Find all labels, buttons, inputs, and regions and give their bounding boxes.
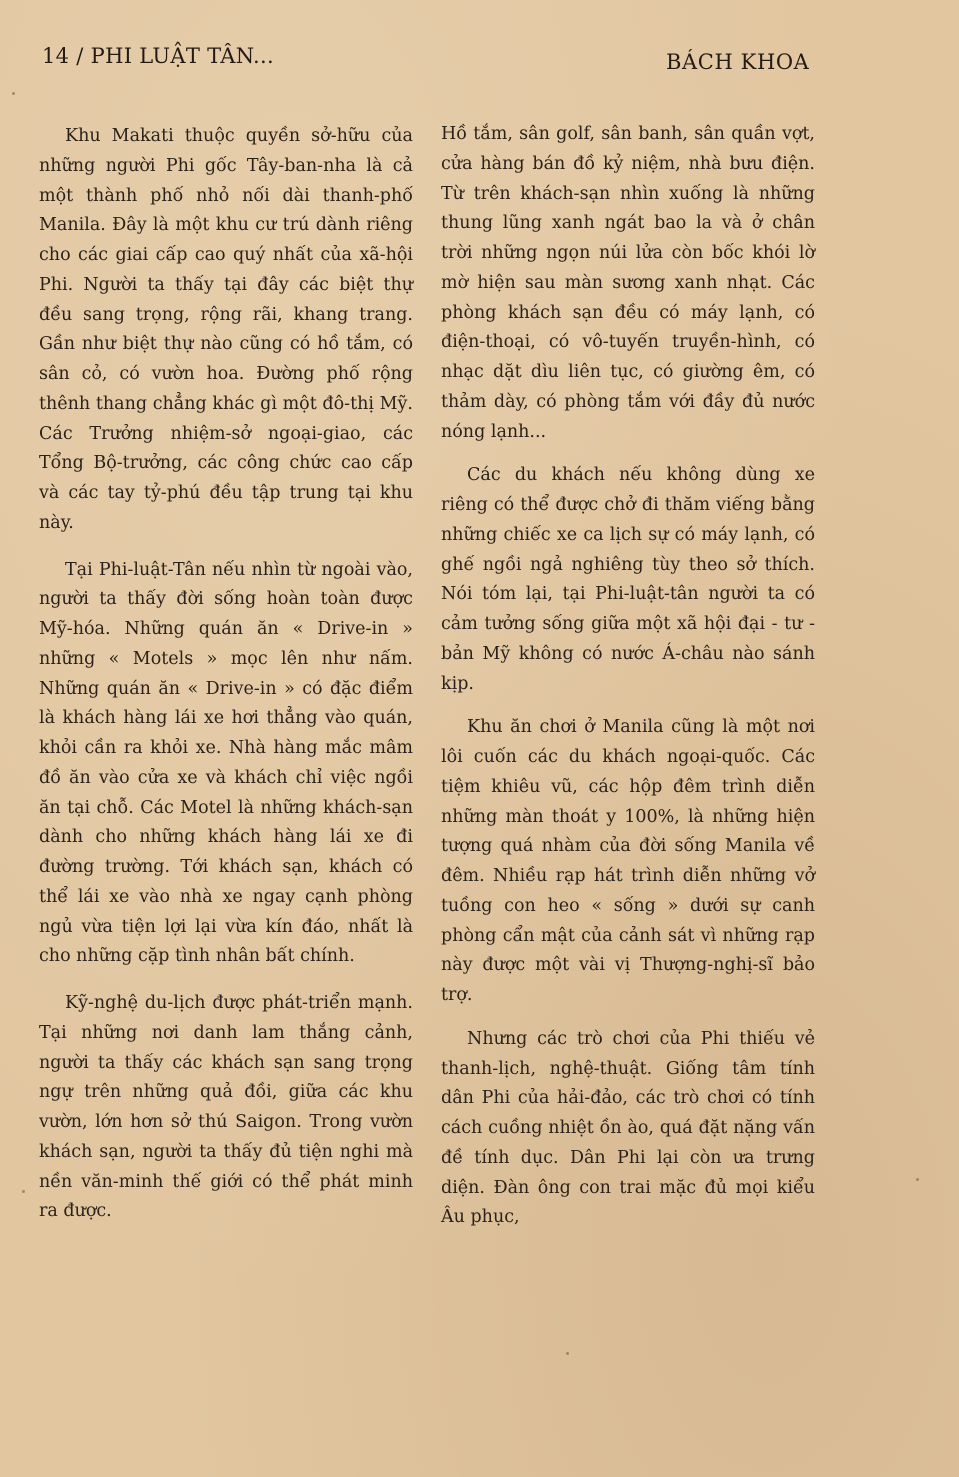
page-header-left: 14 / PHI LUẬT TÂN...	[42, 44, 274, 68]
paragraph: Khu ăn chơi ở Manila cũng là một nơi lôi cuốn các du khách ngoại-quốc. Các tiệm khiêu vũ, các hộp đêm trình diễn những màn thoát y 100%, là những hiện tượng quá nhàm của đời sống Manila về đêm. Nhiều rạp hát trình diễn những vở tuồng con heo « sống » dưới sự canh phòng cẩn mật của cảnh sát vì những rạp này được một vài vị Thượng-nghị-sĩ bảo trợ.	[441, 717, 815, 1005]
paper-speck	[22, 1190, 25, 1193]
paragraph: Khu Makati thuộc quyền sở-hữu của những người Phi gốc Tây-ban-nha là cả một thành phố nhỏ nối dài thanh-phố Manila. Đây là một khu cư trú dành riêng cho các giai cấp cao quý nhất của xã-hội Phi. Người ta thấy tại đây các biệt thự đều sang trọng, rộng rãi, khang trang. Gần như biệt thự nào cũng có hồ tắm, có sân cỏ, có vườn hoa. Đường phố rộng thênh thang chẳng khác gì một đô-thị Mỹ. Các Trưởng nhiệm-sở ngoại-giao, các Tổng Bộ-trưởng, các công chức cao cấp và các tay tỷ-phú đều tập trung tại khu này.	[39, 126, 413, 533]
right-column	[441, 120, 815, 1233]
paragraph: Hồ tắm, sân golf, sân banh, sân quần vợt, cửa hàng bán đồ kỷ niệm, nhà bưu điện. Từ trên khách-sạn nhìn xuống là những thung lũng xanh ngát bao la và ở chân trời những ngọn núi lửa còn bốc khói lờ mờ hiện sau màn sương xanh nhạt. Các phòng khách sạn đều có máy lạnh, có điện-thoại, có vô-tuyến truyền-hình, có nhạc dặt dìu liên tục, có giường êm, có thảm dày, có phòng tắm với đầy đủ nước nóng lạnh...	[441, 124, 815, 442]
paragraph: Tại Phi-luật-Tân nếu nhìn từ ngoài vào, người ta thấy đời sống hoàn toàn được Mỹ-hóa. Những quán ăn « Drive-in » những « Motels » mọc lên như nấm. Những quán ăn « Drive-in » có đặc điểm là khách hàng lái xe hơi thẳng vào quán, khỏi cần ra khỏi xe. Nhà hàng mắc mâm đồ ăn vào cửa xe và khách chỉ việc ngồi ăn tại chỗ. Các Motel là những khách-sạn dành cho những khách hàng lái xe đi đường trường. Tới khách sạn, khách có thể lái xe vào nhà xe ngay cạnh phòng ngủ vừa tiện lợi lại vừa kín đáo, nhất là cho những cặp tình nhân bất chính.	[39, 559, 413, 967]
paper-speck	[566, 1352, 569, 1355]
paragraph: Các du khách nếu không dùng xe riêng có thể được chở đi thăm viếng bằng những chiếc xe ca lịch sự có máy lạnh, có ghế ngồi ngả nghiêng tùy theo sở thích. Nói tóm lại, tại Phi-luật-tân người ta có cảm tưởng sống giữa một xã hội đại - tư - bản Mỹ không có nước Á-châu nào sánh kịp.	[441, 465, 815, 694]
paper-speck	[12, 92, 15, 95]
left-column	[39, 122, 413, 1227]
paragraph: Kỹ-nghệ du-lịch được phát-triển mạnh. Tại những nơi danh lam thắng cảnh, người ta thấy các khách sạn sang trọng ngự trên những quả đồi, giữa các khu vườn, lớn hơn sở thú Saigon. Trong vườn khách sạn, người ta thấy đủ tiện nghi mà nền văn-minh thế giới có thể phát minh ra được.	[39, 993, 413, 1222]
page-header-right: BÁCH KHOA	[666, 50, 810, 74]
paragraph: Nhưng các trò chơi của Phi thiếu vẻ thanh-lịch, nghệ-thuật. Giống tâm tính dân Phi của hải-đảo, các trò chơi có tính cách cuồng nhiệt ồn ào, quá đặt nặng vấn đề tính dục. Dân Phi lại còn ưa trưng diện. Đàn ông con trai mặc đủ mọi kiểu Âu phục,	[441, 1028, 815, 1228]
paper-speck	[916, 1178, 919, 1181]
